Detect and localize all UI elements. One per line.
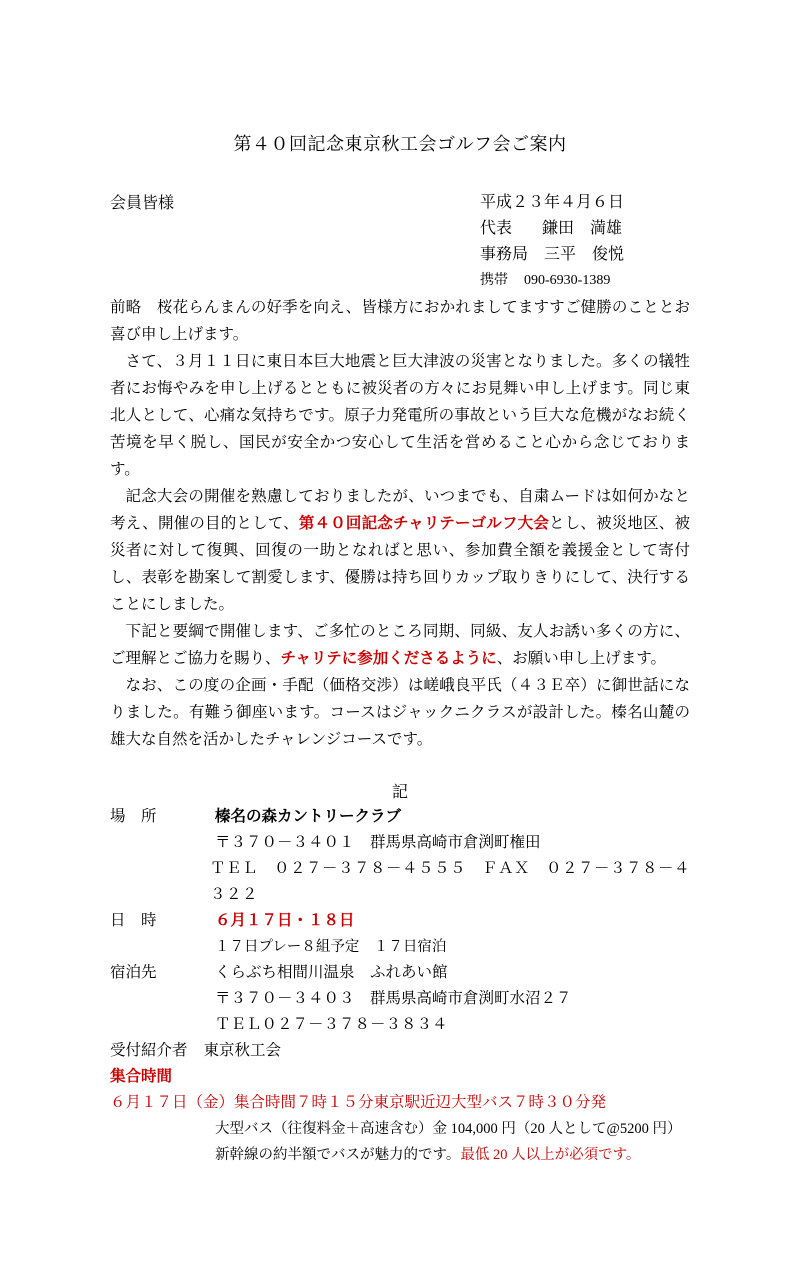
- venue-address: 〒３７０－３４０１ 群馬県高崎市倉渕町権田: [215, 834, 541, 851]
- charity-event-name: 第４０回記念チャリテーゴルフ大会: [298, 515, 550, 532]
- charity-request-phrase: チャリテに参加くださるように: [280, 650, 497, 667]
- lodging-tel: ＴＥＬ０２７－３７８－３８３４: [215, 1016, 448, 1033]
- venue-row: [110, 804, 690, 830]
- paragraph-1: 前略 桜花らんまんの好季を向え、皆様方におかれましてますすご健勝のこととお喜び申し上げます。: [110, 299, 690, 343]
- paragraph-4: [110, 618, 690, 672]
- lodging-row: [110, 960, 690, 986]
- meeting-time-label: 集合時間: [110, 1068, 173, 1085]
- office-label: 事務局: [480, 246, 529, 263]
- date-note: １７日プレー８組予定 １７日宿泊: [215, 939, 447, 955]
- ki-marker: 記: [391, 784, 408, 801]
- page-title: 第４０回記念東京秋工会ゴルフ会ご案内: [233, 134, 567, 154]
- date-value: ６月１７日・１８日: [215, 912, 355, 929]
- bus-fee-line: 大型バス（往復料金＋高速含む）金 104,000 円（20 人として@5200 円）: [215, 1121, 682, 1137]
- paragraph-2: さて、３月１１日に東日本巨大地震と巨大津波の災害となりました。多くの犠牲者にお悔やみを申し上げるとともに被災者の方々にお見舞い申し上げます。同じ東北人として、心痛な気持ちです。原子力発電所の事故という巨大な危機がなお続く苦境を早く脱し、国民が安全かつ安心して生活を営めること心から念じております。: [110, 353, 690, 478]
- paragraph-3: [110, 483, 690, 618]
- bus-note-line: [110, 1142, 690, 1168]
- paragraph-3-part-a: 記念大会の開催を熟慮しておりましたが、いつまでも、自粛ムードは如何かなと考え、開催の目的として、: [110, 488, 690, 532]
- bus-note-text: 新幹線の約半額でバスが魅力的です。: [215, 1147, 461, 1163]
- representative-line: [480, 216, 624, 242]
- sender-block: [480, 190, 624, 294]
- venue-label: 場 所: [110, 808, 157, 825]
- bus-minimum-note: 最低 20 人以上が必須です。: [460, 1147, 641, 1163]
- document-page: [0, 130, 800, 1261]
- lodging-label: 宿泊先: [110, 964, 157, 981]
- letter-date: 平成２３年４月６日: [480, 194, 625, 211]
- date-row: [110, 908, 690, 934]
- paragraph-4-part-b: 、お願い申し上げます。: [496, 650, 667, 667]
- representative-name: 鎌田 満雄: [542, 220, 623, 237]
- mobile-number: 090-6930-1389: [524, 273, 611, 288]
- meeting-time-line: ６月１７日（金）集合時間７時１５分東京駅近辺大型バス７時３０分発: [110, 1094, 607, 1111]
- paragraph-5: なお、この度の企画・手配（価格交渉）は嵯峨良平氏（４３Ｅ卒）に御世話になりました。有難う御座います。コースはジャックニクラスが設計した。榛名山麓の雄大な自然を活かしたチャレンジコースです。: [110, 677, 690, 748]
- lodging-value: くらぶち相間川温泉 ふれあい館: [215, 964, 448, 981]
- referrer-label: 受付紹介者: [110, 1042, 188, 1059]
- office-name: 三平 俊悦: [544, 246, 625, 263]
- venue-tel: ＴＥＬ ０２７－３７８－４５５５ ＦＡＸ ０２７－３７８－４３２２: [210, 860, 691, 903]
- paragraph-3-part-b: とし、被災地区、被災者に対して復興、回復の一助となればと思い、参加費全額を義援金として寄付し、表彰を勘案して割愛します、優勝は持ち回りカップ取りきりにして、決行することにしました。: [110, 515, 690, 613]
- letter-header: [110, 190, 690, 290]
- venue-value: 榛名の森カントリークラブ: [215, 808, 402, 825]
- details-section: [110, 804, 690, 1168]
- letter-body: [110, 294, 690, 753]
- lodging-address: 〒３７０－３４０３ 群馬県高崎市倉渕町水沼２７: [215, 990, 572, 1007]
- mobile-line: [480, 268, 624, 294]
- mobile-label: 携帯: [480, 273, 508, 288]
- paragraph-4-part-a: 下記と要綱で開催します、ご多忙のところ同期、同級、友人お誘い多くの方に、ご理解とご協力を賜り、: [110, 623, 690, 667]
- referrer-value: 東京秋工会: [203, 1042, 282, 1059]
- addressee: 会員皆様: [110, 195, 175, 212]
- representative-label: 代表: [480, 220, 513, 237]
- office-line: [480, 242, 624, 268]
- date-label: 日 時: [110, 912, 157, 929]
- referrer-row: [110, 1038, 690, 1064]
